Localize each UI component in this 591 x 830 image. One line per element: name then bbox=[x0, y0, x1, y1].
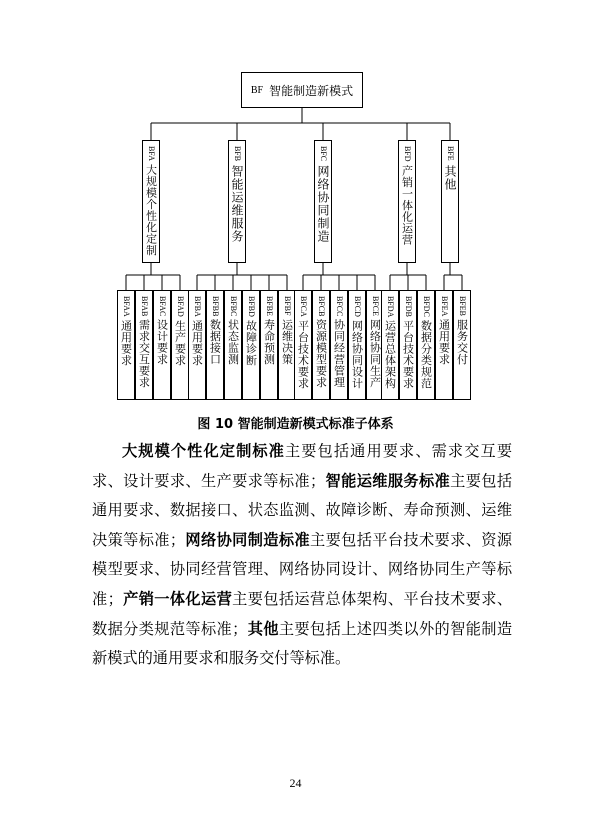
leaf-node-label: 运营总体架构 bbox=[383, 320, 397, 390]
leaf-node-label: 设计要求 bbox=[155, 319, 169, 366]
group-node-code: BFD bbox=[403, 146, 412, 162]
bold-term: 产销一体化运营 bbox=[122, 589, 233, 608]
group-node-code: BFA bbox=[147, 146, 156, 161]
leaf-node-label: 通用要求 bbox=[437, 319, 451, 366]
leaf-node-label: 网络协同设计 bbox=[350, 319, 364, 389]
group-node-bfc bbox=[314, 140, 332, 263]
group-node-bfd bbox=[398, 140, 416, 263]
group-node-label: 智能运维服务 bbox=[230, 165, 244, 244]
leaf-node-bfbc bbox=[224, 290, 242, 400]
leaf-node-code: BFEA bbox=[440, 296, 449, 317]
leaf-node-bfad bbox=[171, 290, 189, 400]
leaf-node-label: 状态监测 bbox=[226, 319, 240, 366]
paragraph-text: 主要包括通用要求、数据接口、状态监测、故障诊断、寿命预测、运维决策等标准； bbox=[92, 471, 513, 549]
leaf-node-bfac bbox=[153, 290, 171, 400]
leaf-node-code: BFAB bbox=[140, 296, 149, 317]
leaf-node-code: BFDA bbox=[386, 296, 395, 318]
leaf-node-bfcd bbox=[348, 290, 366, 400]
group-node-label: 大规模个性化定制 bbox=[144, 163, 158, 256]
leaf-node-label: 寿命预测 bbox=[262, 319, 276, 366]
root-node-label: 智能制造新模式 bbox=[269, 83, 354, 98]
leaf-node-code: BFCC bbox=[335, 296, 344, 317]
leaf-node-code: BFAA bbox=[122, 296, 131, 317]
leaf-node-bfda bbox=[381, 290, 399, 400]
leaf-node-bfcb bbox=[312, 290, 330, 400]
leaf-node-bfbd bbox=[242, 290, 260, 400]
group-node-code: BFE bbox=[446, 146, 455, 161]
leaf-node-bfeb bbox=[453, 290, 471, 400]
leaf-node-code: BFBB bbox=[211, 296, 220, 317]
leaf-node-label: 需求交互要求 bbox=[137, 319, 151, 389]
leaf-node-label: 数据接口 bbox=[208, 319, 222, 366]
bold-term: 网络协同制造标准 bbox=[185, 530, 310, 549]
leaf-node-code: BFBF bbox=[283, 296, 292, 316]
leaf-node-bfdb bbox=[399, 290, 417, 400]
leaf-node-label: 数据分类规范 bbox=[419, 319, 433, 389]
leaf-node-label: 平台技术要求 bbox=[401, 319, 415, 389]
leaf-node-bfab bbox=[135, 290, 153, 400]
leaf-node-label: 平台技术要求 bbox=[296, 319, 310, 389]
leaf-node-code: BFCD bbox=[353, 296, 362, 317]
group-node-label: 网络协同制造 bbox=[316, 165, 330, 244]
bold-term: 智能运维服务标准 bbox=[325, 471, 451, 490]
leaf-node-code: BFBE bbox=[265, 296, 274, 317]
leaf-node-bfdc bbox=[417, 290, 435, 400]
paragraph-text: 主要包括平台技术要求、资源模型要求、协同经营管理、网络协同设计、网络协同生产等标准； bbox=[92, 530, 513, 608]
leaf-node-code: BFBA bbox=[193, 296, 202, 317]
group-node-bfa bbox=[142, 140, 160, 263]
figure-caption: 图 10 智能制造新模式标准子体系 bbox=[197, 417, 394, 432]
root-node bbox=[241, 72, 363, 108]
leaf-node-code: BFCA bbox=[299, 296, 308, 317]
leaf-node-bfcc bbox=[330, 290, 348, 400]
group-node-code: BFB bbox=[233, 146, 242, 162]
leaf-node-bfbe bbox=[260, 290, 278, 400]
group-node-code: BFC bbox=[319, 146, 328, 162]
group-node-label: 其他 bbox=[443, 164, 457, 191]
leaf-node-code: BFDB bbox=[404, 296, 413, 317]
leaf-node-code: BFBD bbox=[247, 296, 256, 317]
leaf-node-label: 故障诊断 bbox=[244, 319, 258, 366]
paragraph-text: 主要包括通用要求、需求交互要求、设计要求、生产要求等标准； bbox=[92, 442, 513, 490]
page-number: 24 bbox=[289, 776, 302, 790]
bold-term: 其他 bbox=[247, 619, 279, 638]
leaf-node-label: 资源模型要求 bbox=[314, 319, 328, 389]
leaf-node-label: 通用要求 bbox=[190, 319, 204, 366]
bold-term: 大规模个性化定制标准 bbox=[122, 442, 285, 460]
leaf-node-code: BFAC bbox=[158, 296, 167, 317]
leaf-node-label: 服务交付 bbox=[455, 319, 469, 366]
root-node-code: BF bbox=[250, 84, 264, 96]
leaf-node-label: 运维决策 bbox=[280, 318, 294, 365]
leaf-node-code: BFDC bbox=[422, 296, 431, 317]
leaf-node-code: BFCB bbox=[317, 296, 326, 317]
leaf-node-label: 协同经营管理 bbox=[332, 319, 346, 389]
leaf-node-label: 生产要求 bbox=[173, 319, 187, 366]
leaf-node-bfca bbox=[294, 290, 312, 400]
leaf-node-code: BFBC bbox=[229, 296, 238, 317]
leaf-node-code: BFEB bbox=[458, 296, 467, 317]
leaf-node-bfaa bbox=[117, 290, 135, 400]
leaf-node-bfbb bbox=[206, 290, 224, 400]
leaf-node-label: 网络协同生产 bbox=[368, 319, 382, 389]
group-node-label: 产销一体化运营 bbox=[400, 164, 414, 246]
body-paragraph bbox=[92, 437, 512, 674]
leaf-node-bfba bbox=[188, 290, 206, 400]
group-node-bfb bbox=[228, 140, 246, 263]
paragraph-text: 主要包括上述四类以外的智能制造新模式的通用要求和服务交付等标准。 bbox=[92, 619, 513, 668]
leaf-node-code: BFCE bbox=[371, 296, 380, 317]
leaf-node-label: 通用要求 bbox=[119, 319, 133, 366]
leaf-node-code: BFAD bbox=[176, 296, 185, 317]
group-node-bfe bbox=[441, 140, 459, 263]
leaf-node-bfea bbox=[435, 290, 453, 400]
paragraph-text: 主要包括运营总体架构、平台技术要求、数据分类规范等标准； bbox=[92, 589, 513, 638]
